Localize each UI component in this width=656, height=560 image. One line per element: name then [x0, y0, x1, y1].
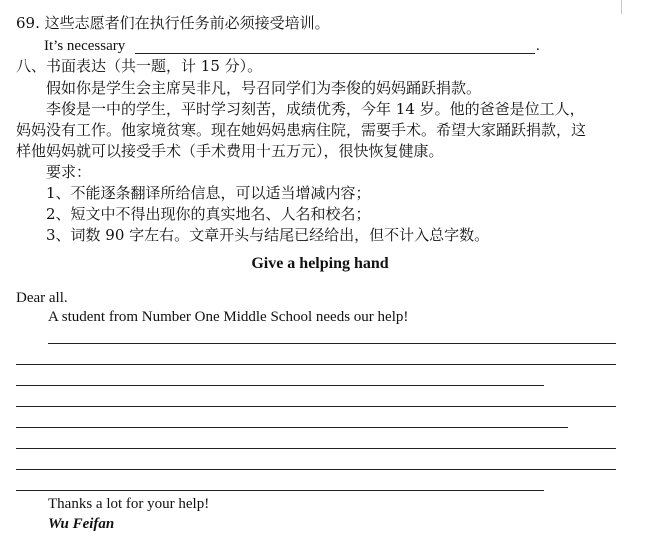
essay-opening: A student from Number One Middle School needs our help!: [48, 309, 409, 325]
essay-greeting: Dear all.: [16, 290, 68, 306]
writing-line[interactable]: [16, 469, 616, 470]
requirements-label: 要求：: [46, 163, 92, 181]
prompt-paragraph-2-line-2: 妈妈没有工作。他家境贫寒。现在她妈妈患病住院，需要手术。希望大家踊跃捐款，这: [16, 121, 587, 139]
writing-line[interactable]: [16, 364, 616, 365]
writing-line[interactable]: [16, 448, 616, 449]
section-heading: 八、书面表达（共一题，计 15 分）。: [16, 57, 263, 75]
essay-closing: Thanks a lot for your help!: [48, 496, 210, 512]
requirement-2: 2、短文中不得出现你的真实地名、人名和校名；: [46, 205, 371, 223]
question-69-answer-blank[interactable]: [135, 53, 535, 54]
writing-line[interactable]: [48, 343, 616, 344]
requirement-1: 1、不能逐条翻译所给信息，可以适当增减内容；: [46, 184, 371, 202]
writing-line[interactable]: [16, 427, 568, 428]
prompt-paragraph-2-line-3: 样他妈妈就可以接受手术（手术费用十五万元），很快恢复健康。: [16, 142, 444, 160]
prompt-paragraph-1: 假如你是学生会主席吴非凡，号召同学们为李俊的妈妈踊跃捐款。: [46, 79, 482, 97]
writing-line[interactable]: [16, 490, 544, 491]
question-69-lead: It’s necessary: [44, 38, 126, 54]
page-corner-mark: [621, 0, 622, 14]
essay-title: Give a helping hand: [251, 255, 389, 272]
question-69-prompt: 69. 这些志愿者们在执行任务前必须接受培训。: [16, 14, 330, 32]
writing-line[interactable]: [16, 385, 544, 386]
essay-signature: Wu Feifan: [48, 516, 115, 532]
question-69-period: .: [536, 38, 540, 54]
writing-line[interactable]: [16, 406, 616, 407]
requirement-3: 3、词数 90 字左右。文章开头与结尾已经给出，但不计入总字数。: [46, 226, 490, 244]
prompt-paragraph-2-line-1: 李俊是一中的学生，平时学习刻苦，成绩优秀，今年 14 岁。他的爸爸是位工人，: [46, 100, 585, 118]
